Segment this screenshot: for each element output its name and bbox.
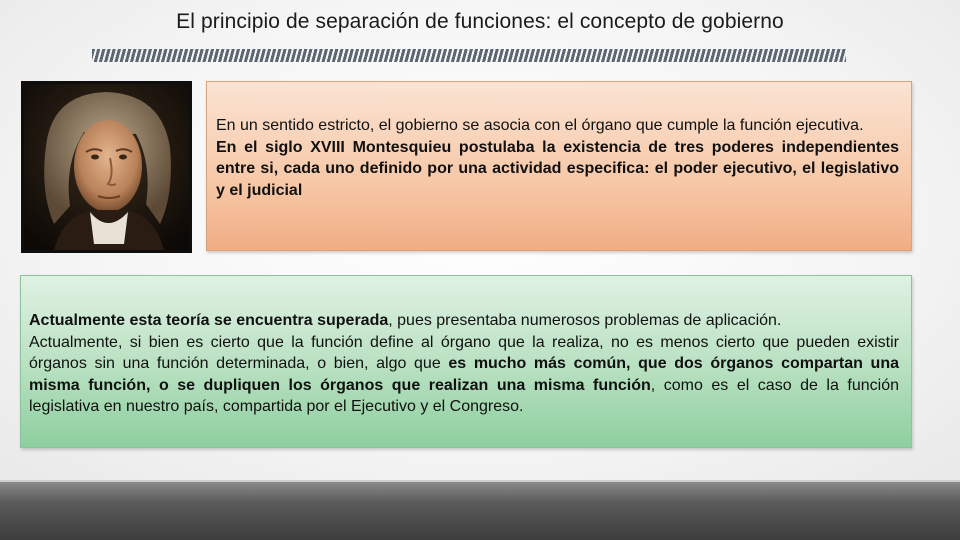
title-divider	[92, 49, 846, 62]
theory-paragraph-2	[29, 332, 899, 418]
current-theory-box	[20, 275, 912, 448]
montesquieu-text	[216, 137, 899, 202]
theory-paragraph-2-start: Actualmente, si bien es cierto que la función define al órgano que la realiza, no es menos cierto que pueden existir órganos sin una función determinada, o bien, algo que	[29, 333, 899, 372]
montesquieu-bold: En el siglo XVIII Montesquieu postulaba la existencia de tres poderes independientes entre si, cada uno definido por una actividad especifica: el poder ejecutivo, el legislativo y el judicial	[216, 138, 899, 199]
definition-box	[206, 81, 912, 251]
slide-title: El principio de separación de funciones: el concepto de gobierno	[176, 10, 784, 33]
portrait-image	[21, 81, 192, 253]
definition-text: En un sentido estricto, el gobierno se asocia con el órgano que cumple la función ejecutiva.	[216, 117, 864, 134]
theory-paragraph-2-end: , como es el caso de la función legislativa en nuestro país, compartida por el Ejecutivo y el Congreso.	[29, 376, 899, 415]
floor	[0, 482, 960, 540]
theory-superseded-bold: Actualmente esta teoría se encuentra superada	[29, 312, 389, 329]
theory-paragraph-1-rest: , pues presentaba numerosos problemas de aplicación.	[388, 312, 782, 329]
theory-paragraph-2-bold: es mucho más común, que dos órganos compartan una misma función, o se dupliquen los órganos que realizan una misma función	[29, 355, 900, 394]
theory-paragraph-1	[29, 310, 899, 332]
